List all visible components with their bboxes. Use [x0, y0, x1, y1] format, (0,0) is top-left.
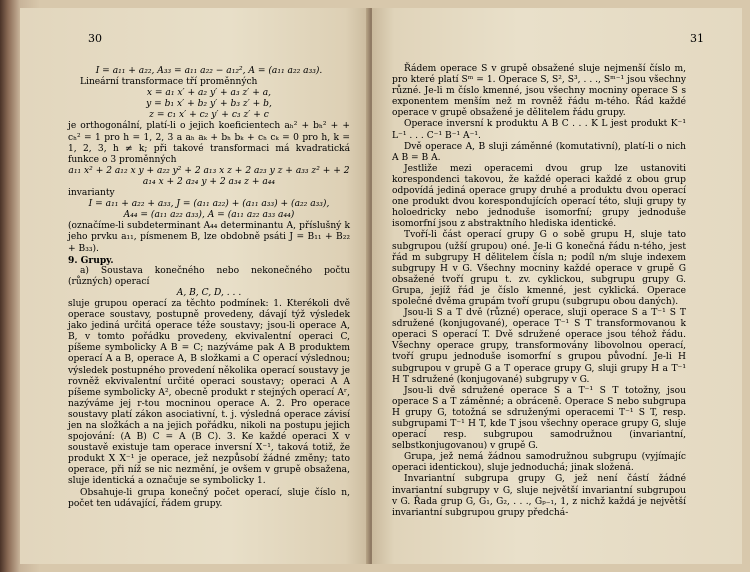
left-paragraph: 9. Grupy.: [68, 254, 114, 266]
left-page-number: 30: [88, 32, 102, 45]
left-paragraph: sluje grupou operací za těchto podmínek: 1. Kterékoli dvě operace soustavy, postupně provedeny, dávají týž výsledek jako jediná určitá operace téže soustavy; jsou-li operace A, B, v tomto pořádku provedeny, ekvivalentní operaci C, píšeme symbolicky A B = C; nazýváme pak A B produktem operací A a B, operace A, B složkami a C operací výslednou; výsledek postupného provedení několika operací soustavy je rovněž ekvivalentní určité operaci soustavy; operaci A A píšeme symbolicky A², obecně produkt r stejných operací Aʳ, nazýváme jej r-tou mocninou operace A. 2. Pro operace soustavy platí zákon asociativní, t. j. výsledná operace závisí jen na složkách a na jejich pořádku, nikoli na postupu jejich spojování: (A B) C = A (B C). 3. Ke každé operaci X v soustavě existuje tam operace inversní X⁻¹, taková totiž, že produkt X X⁻¹ je operace, jež nezpůsobí žádné změny; tato operace, při níž se nic nezmění, je ovšem v grupě obsažena, sluje identická a označuje se symbolicky 1.: [68, 298, 350, 487]
left-paragraph: (označíme-li subdeterminant A₄₄ determinantu A, příslušný k jeho prvku a₁₁, písmenem B, lze obdobně psáti J = B₁₁ + B₂₂ + B₃₃).: [68, 221, 350, 254]
right-paragraph: Grupa, jež nemá žádnou samodružnou subgrupu (vyjímajíc operaci identickou), sluje jednoduchá; jinak složená.: [392, 452, 686, 474]
left-paragraph: A₄₄ = (a₁₁ a₂₂ a₃₃), A = (a₁₁ a₂₂ a₃₃ a₄₄): [123, 210, 295, 221]
right-paragraph: Operace inversní k produktu A B C . . . K L jest produkt K⁻¹ L⁻¹ . . . C⁻¹ B⁻¹ A⁻¹.: [392, 119, 686, 141]
left-paragraph: je orthogonální, platí-li o jejich koeficientech aₕ² + bₕ² + + cₕ² = 1 pro h = 1, 2, 3 a aₕ aₖ + bₕ bₖ + cₕ cₖ = 0 pro h, k = 1, 2, 3, h ≠ k; při takové transformaci má kvadratická funkce o 3 proměnných: [68, 121, 350, 165]
right-paragraph: Řádem operace S v grupě obsažené sluje nejmenší číslo m, pro které platí Sᵐ = 1. Operace S, S², S³, . . ., Sᵐ⁻¹ jsou všechny různé. Je-li m číslo kmenné, jsou všechny mocniny operace S s exponentem menším než m rovněž řádu m-tého. Řád každé operace v grupě obsažené je dělitelem řádu grupy.: [392, 64, 686, 119]
left-paragraph: invarianty: [68, 188, 115, 199]
right-page-text: [392, 64, 686, 519]
right-page-number: 31: [690, 32, 704, 45]
left-page-text: [68, 66, 350, 510]
left-paragraph: y = b₁ x′ + b₂ y′ + b₃ z′ + b,: [146, 99, 272, 110]
left-paragraph: z = c₁ x′ + c₂ y′ + c₃ z′ + c: [149, 110, 269, 121]
left-paragraph: I = a₁₁ + a₂₂ + a₃₃, J = (a₁₁ a₂₂) + (a₁₁ a₃₃) + (a₂₂ a₃₃),: [88, 199, 330, 210]
left-paragraph: I = a₁₁ + a₂₂, A₃₃ = a₁₁ a₂₂ − a₁₂², A = (a₁₁ a₂₂ a₃₃).: [95, 66, 323, 76]
left-paragraph: a₁₁ x² + 2 a₁₂ x y + a₂₂ y² + 2 a₁₃ x z + 2 a₂₃ y z + a₃₃ z² + + 2 a₁₄ x + 2 a₂₄ y + 2 a₃₄ z + a₄₄: [68, 165, 350, 187]
left-paragraph: a) Soustava konečného nebo nekonečného počtu (různých) operací: [68, 265, 350, 287]
right-paragraph: Jsou-li dvě sdružené operace S a T⁻¹ S T totožny, jsou operace S a T záměnné; a obráceně. Operace S nebo subgrupa H grupy G, totožná se sdruženými operacemi T⁻¹ S T, resp. subgrupami T⁻¹ H T, kde T jsou všechny operace grupy G, sluje operací resp. subgrupou samodružnou (invariantní, selbstkonjugovanou) v grupě G.: [392, 385, 686, 452]
right-paragraph: Jsou-li S a T dvě (různé) operace, sluji operace S a T⁻¹ S T sdružené (konjugované), operace T⁻¹ S T transformovanou k operaci S operací T. Dvě sdružené operace jsou téhož řádu. Všechny operace grupy, transformovány libovolnou operací, tvoří grupu jednoduše isomorfní s grupou původní. Je-li H subgrupou v grupě G a T operace grupy G, sluji grupy H a T⁻¹ H T sdružené (konjugované) subgrupy v G.: [392, 308, 686, 385]
right-paragraph: Jestliže mezi operacemi dvou grup lze ustanoviti korespondenci takovou, že každé operaci každé z obou grup odpovídá jediná operace grupy druhé a produktu dvou operací one produkt dvou korespondujících operací této, sluji grupy ty holoedricky nebo jednoduše isomorfní; grupy jednoduše isomorfní jsou z abstraktního hlediska identické.: [392, 163, 686, 230]
right-paragraph: Invariantní subgrupa grupy G, jež není částí žádné invariantní subgrupy v G, sluje největší invariantní subgrupou v G. Řada grup G, G₁, G₂, . . ., Gₚ₋₁, 1, z nichž každá je největší invariantní subgrupou grupy předchá-: [392, 474, 686, 518]
right-paragraph: Tvoří-li část operací grupy G o sobě grupu H, sluje tato subgrupou (užší grupou) oné. Je-li G konečná řádu n-tého, jest řád m subgrupy H dělitelem čísla n; podíl n/m sluje indexem subgrupy H v G. Všechny mocniny každé operace v grupě G obsažené tvoří grupu t. zv. cyklickou, subgrupu grupy G. Grupa, jejíž řád je číslo kmenné, jest cyklická. Operace společné dvěma grupám tvoří grupu (subgrupu obou daných).: [392, 230, 686, 307]
left-paragraph: x = a₁ x′ + a₂ y′ + a₃ z′ + a,: [146, 88, 272, 99]
right-paragraph: Dvě operace A, B sluji záměnné (komutativní), platí-li o nich A B = B A.: [392, 141, 686, 163]
left-paragraph: Obsahuje-li grupa konečný počet operací, sluje číslo n, počet ten udávající, řádem grupy.: [68, 487, 350, 509]
left-paragraph: Lineární transformace tří proměnných: [80, 77, 258, 88]
left-paragraph: A, B, C, D, . . .: [176, 287, 242, 298]
